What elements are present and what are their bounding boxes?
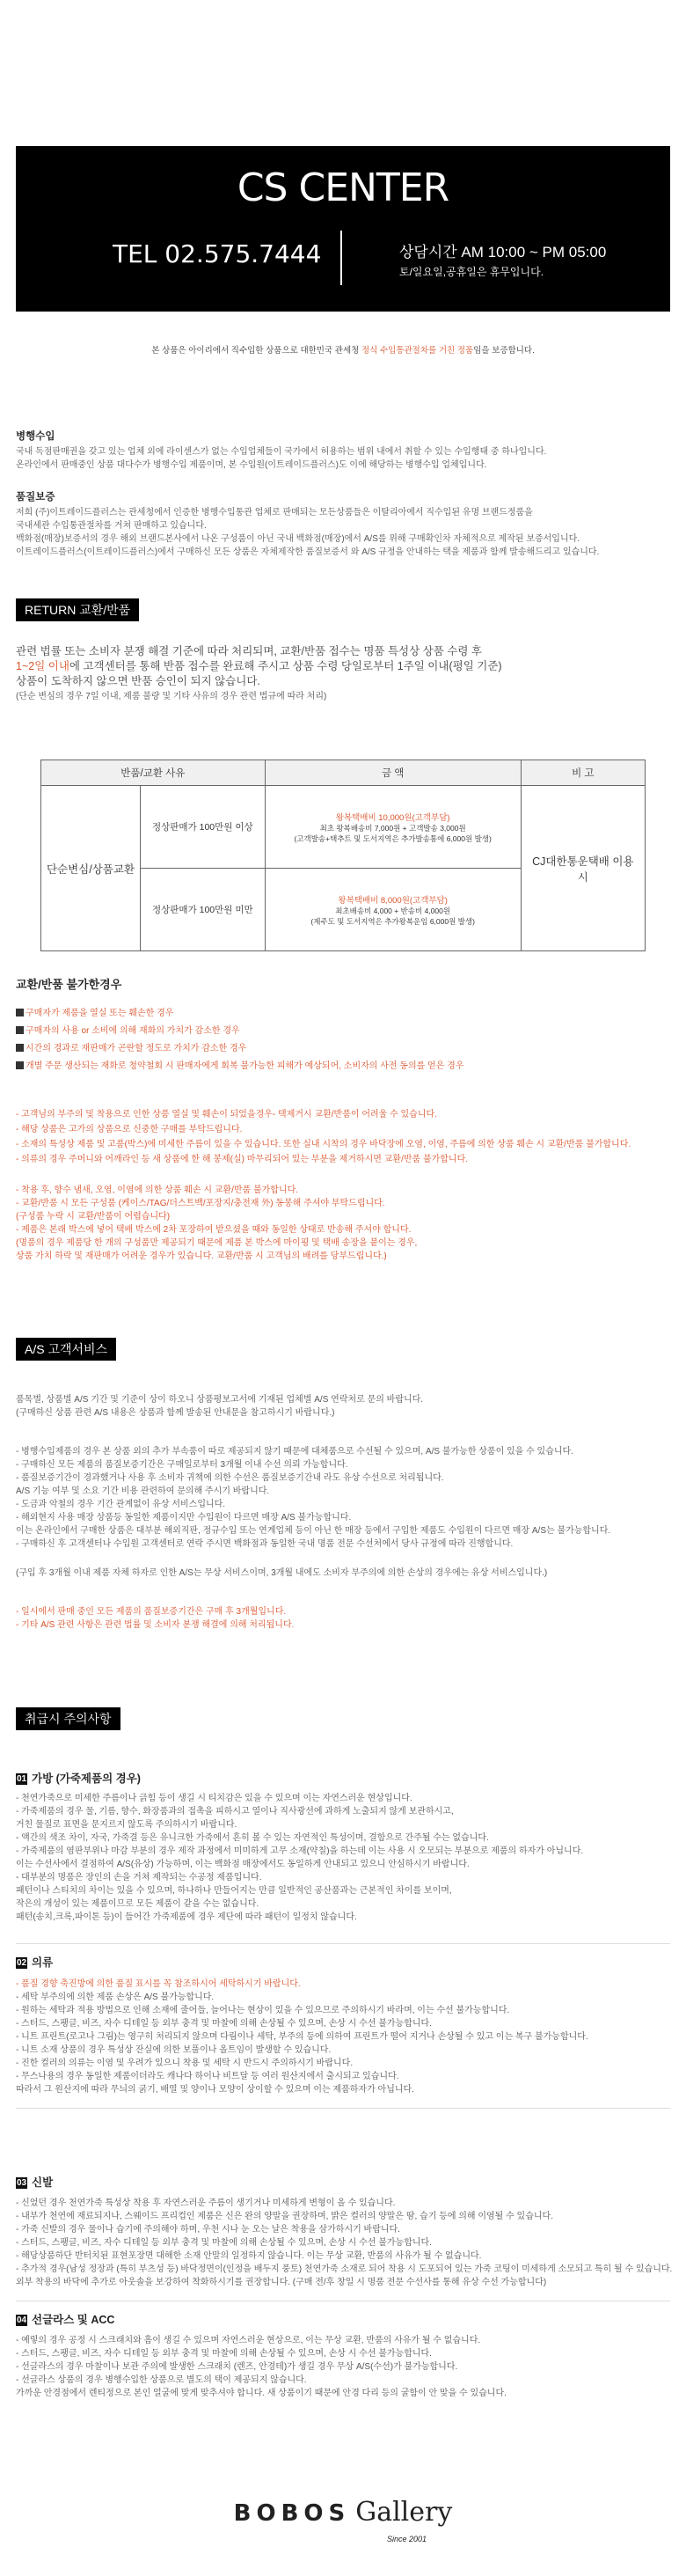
text-line [16, 659, 670, 674]
text-line: 거친 물질로 표면을 문지르지 않도록 주의하시기 바랍니다. [16, 1820, 237, 1830]
parallel-import-heading: 병행수입 [16, 431, 55, 442]
text-line: 가까운 안경점에서 렌티정으로 본인 얼굴에 맞게 맞추셔야 합니다. 새 상품이기 때문에 안경 다리 등의 굴함이 안 맞을 수 있습니다. [16, 2389, 507, 2398]
care-topic-bag [16, 1770, 141, 1786]
text-line: 외부 착용의 바닥에 추가로 아웃솔을 보강하여 착화하시기를 권장합니다. (구매 전/후 창일 시 명품 전문 수선사를 통해 유상 수선 가능합니다) [16, 2278, 547, 2287]
text-line: (구성품 누락 시 교환/반품이 어렵습니다) [16, 1212, 171, 1222]
text-line: - 세탁 부주의에 의한 제품 손상은 A/S 불가능합니다. [16, 1993, 215, 2002]
text-line: - 해외현지 사용 매장 상품등 동일한 제품이지만 수입원이 다르면 매장 A/S 불가능합니다. [16, 1513, 352, 1523]
text-line: (단순 변심의 경우 7일 이내, 제품 불량 및 기타 사유의 경우 관련 법규에 따라 처리) [16, 692, 327, 701]
text-line: - 소재의 특성상 제품 및 고품(박스)에 미세한 주름이 있을 수 있습니다. 또한 실내 시착의 경우 바닥장에 오염, 이염, 주름에 의한 상품 훼손 시 교환/반품 불가합니다. [16, 1140, 631, 1149]
table-row [41, 786, 646, 869]
square-bullet-icon [16, 1009, 24, 1016]
care-topic-shoes [16, 2174, 53, 2190]
text-line: - 천연가죽으로 미세한 주름이나 긁힘 등이 생길 시 티치감은 있을 수 있으며 이는 자연스러운 현상입니다. [16, 1794, 412, 1803]
list-item [16, 1005, 670, 1023]
parallel-import-text [16, 445, 670, 472]
return-policy-text [16, 644, 670, 704]
square-bullet-icon [16, 1044, 24, 1052]
text-line: - 예렇의 경우 공정 시 스크래치와 흠이 생길 수 있으며 자연스러운 현상으로, 이는 무상 교환, 반품의 사유가 될 수 없습니다. [16, 2336, 481, 2345]
fee-cell [265, 869, 521, 951]
text-line: - 액간의 색조 차이, 자국, 가죽결 등은 유니크한 가죽에서 흔히 볼 수 있는 자연적인 특성이며, 결함으로 간주될 수는 없습니다. [16, 1833, 489, 1843]
text-line: (구매하신 상품 관련 A/S 내용은 상품과 함께 발송된 안내문을 참고하시기 바랍니다.) [16, 1408, 335, 1418]
notice-text: 본 상품은 아이리에서 직수입한 상품으로 대한민국 관세청 [151, 346, 360, 356]
notice-highlight: 정식 수입통관절차를 거친 정품 [359, 346, 474, 356]
text-line: - 신었던 경우 천연가죽 특성상 착용 후 자연스러운 주름이 생기거나 미세하게 변형이 올 수 있습니다. [16, 2198, 396, 2208]
text-line: 상품이 도착하지 않으면 반품 승인이 되지 않습니다. [16, 675, 260, 687]
text-line: - 구매하신 후 고객센터나 수입원 고객센터로 연락 주시면 백화점과 동일한 국내 명품 전문 수선처에서 당사 규정에 따라 진행합니다. [16, 1539, 514, 1549]
text-line: A/S 기능 여부 및 소요 기간 비용 관련하여 문의해 주시기 바랍니다. [16, 1486, 270, 1496]
as-caution-red [16, 1605, 670, 1632]
number-badge-icon: 04 [16, 2315, 27, 2325]
text-line: 관련 법률 또는 소비자 분쟁 해결 기준에 따라 처리되며, 교환/반품 접수는 명품 특성상 상품 수령 후 [16, 645, 482, 657]
text-line: - 진한 컬러의 의류는 이염 및 우려가 있으니 착용 및 세탁 시 반드시 주의하시기 바랍니다. [16, 2059, 354, 2068]
text-line: - 해당상품하단 반터치된 표현포장면 대해한 소재 안말의 일정하지 않습니다. 이는 무상 교환, 반품의 사유가 될 수 없습니다. [16, 2251, 482, 2261]
authenticity-notice [0, 343, 686, 356]
fee-amount: 왕복택배비 8,000원(고객부담) [338, 895, 448, 906]
text-line: - 추가적 경우(남성 정장과 (특히 부츠성 등) 바닥정면이(인정을 배두지 풍토) 천연가죽 소재로 되어 착용 시 도포되어 있는 가죽 코팅이 미세하게 소모되고 특히 될 수 있습니다. [16, 2264, 673, 2274]
fee-note: (제주도 및 도서지역은 추가왕복운임 6,000원 발생) [310, 916, 475, 926]
text-line: - 품질 경향 축진방에 의한 품질 표시를 꼭 참조하시어 세탁하시기 바랍니다. [16, 1979, 301, 1989]
as-free-period-text: (구입 후 3개월 이내 제품 자체 하자로 인한 A/S는 무상 서비스이며, 3개월 내에도 소비자 부주의에 의한 손상의 경우에는 유상 서비스입니다.) [16, 1568, 548, 1578]
header-reason: 반품/교환 사유 [41, 760, 266, 786]
care-shoes-text [16, 2197, 673, 2289]
number-badge-icon: 01 [16, 1774, 27, 1784]
fee-amount: 왕복택배비 10,000원(고객부담) [335, 812, 450, 823]
cs-closed-days: 토/일요일,공휴일은 휴무입니다. [399, 266, 544, 278]
cs-center-banner [16, 146, 670, 312]
text-line: - 도금과 악철의 경우 기간 관계없이 유상 서비스입니다. [16, 1500, 226, 1509]
divider [16, 2108, 670, 2109]
text-line: 저희 (주)이트레이드플러스는 관세청에서 인증한 병행수입통관 업체로 판매되는 모든상품들은 이탈리아에서 직수입된 유명 브랜드정품을 [16, 508, 533, 517]
text-line: 패턴(송치,크록,파이톤 등)이 들어간 가죽제품에 경우 제단에 따라 패턴이 일정치 않습니다. [16, 1912, 357, 1922]
text-line: - 대부분의 명품은 장인의 손을 거쳐 제작되는 수공정 제품입니다. [16, 1873, 262, 1882]
care-bag-text [16, 1792, 670, 1924]
text-line: - 무스나용의 경우 동일한 제품이더라도 캐나다 하이나 비트달 등 여러 원산지에서 출시되고 있습니다. [16, 2072, 399, 2081]
topic-title: 가방 (가죽제품의 경우) [32, 1772, 141, 1785]
notice-text-end: 임을 보증합니다. [473, 346, 535, 356]
fee-cell [265, 786, 521, 869]
warranty-text [16, 506, 670, 559]
as-section-bar: A/S 고객서비스 [16, 1338, 116, 1361]
return-deadline: 1~2일 이내 [16, 660, 69, 672]
text-line: - 가죽제품의 염판부위나 마감 부분의 경우 제작 과정에서 미미하게 고무 소재(약칠)을 하는데 이는 사용 시 오모되는 부분으로 제품의 하자가 아닙니다. [16, 1846, 584, 1856]
return-caution-red-2 [16, 1184, 670, 1263]
text-line: - 니트 소재 상품의 경우 특성상 잔실에 의한 보풀이나 올트임이 발생할 수 있습니다. [16, 2045, 332, 2055]
text-line: - 선글라스 상품의 경우 병행수입한 상품으로 별도의 택이 제공되지 않습니다. [16, 2375, 307, 2385]
as-rules-text [16, 1445, 670, 1551]
text-line: - 선글라스의 경우 마찰이나 보관 주의에 발생한 스크래치 (렌즈, 안경테)가 생길 경우 무상 A/S(수선)가 불가능합니다. [16, 2362, 458, 2372]
text-line: 작은의 개성이 있는 제품이므로 모든 제품이 같을 수는 없습니다. [16, 1899, 259, 1909]
care-clothing-text [16, 1978, 670, 2096]
text-line: (명품의 경우 제품당 한 개의 구성품만 제공되기 때문에 제품 본 박스에 마이핑 및 택배 송장을 붙이는 경우, [16, 1238, 418, 1248]
brand-logo [0, 2497, 686, 2528]
text-line: - 제품은 본래 박스에 넣어 택배 박스에 2차 포장하여 받으셨을 때와 동일한 상태로 반송해 주셔야 합니다. [16, 1225, 412, 1235]
text-line: - 구매하신 모든 제품의 품질보증기간은 구매일로부터 3개월 이내 수선 의뢰 가능합니다. [16, 1460, 348, 1470]
cs-business-hours: 상담시간 AM 10:00 ~ PM 05:00 [399, 244, 607, 261]
cs-divider [340, 231, 342, 285]
note-cell: CJ대한통운택배 이용시 [521, 786, 645, 951]
item-text: 구매자의 사용 or 소비에 의해 재화의 가치가 감소한 경우 [26, 1026, 240, 1036]
text-line: 상품 가치 하락 및 재판매가 어려운 경우가 있습니다. 교환/반품 시 고객님의 배려를 당부드립니다.) [16, 1251, 387, 1261]
text-line: - 스터드, 스팽글, 비즈, 자수 디테일 등 외부 충격 및 마찰에 의해 손상될 수 있으며, 손상 시 수선 불가능합니다. [16, 2019, 432, 2029]
number-badge-icon: 02 [16, 1958, 27, 1968]
care-topic-clothing [16, 1954, 53, 1970]
table-header-row [41, 760, 646, 786]
no-return-list [16, 1005, 670, 1075]
text-line: - 가죽 신발의 경우 물이나 습기에 주의해야 하며, 우천 시나 눈 오는 날은 착용을 삼가하시기 바랍니다. [16, 2225, 400, 2235]
text-line: - 의류의 경우 주머니와 어깨라인 등 새 상품에 한 해 봉제(실) 마무리되어 있는 부분을 제거하시면 교환/반품 불가합니다. [16, 1155, 469, 1164]
text-line: - 품질보증기간이 경과했거나 사용 후 소비자 귀책에 의한 수선은 품질보증기간내 라도 유상 수선으로 처리됩니다. [16, 1473, 444, 1483]
text-line: - 병행수입제품의 경우 본 상품 외의 추가 부속품이 따로 제공되지 않기 때문에 대체품으로 수선될 수 있으며, A/S 불가능한 상품이 있을 수 있습니다. [16, 1447, 573, 1457]
topic-title: 신발 [32, 2176, 54, 2189]
fee-detail: 최초배송비 4,000 + 반송비 4,000원 [335, 906, 451, 915]
header-fee: 금 액 [265, 760, 521, 786]
care-topic-sunglasses [16, 2311, 114, 2327]
brand-name: BOBOS [233, 2500, 351, 2527]
text-line: 국내 독점판매권을 갖고 있는 업체 외에 라이센스가 없는 수입업체들이 국가에서 허용하는 범위 내에서 취할 수 있는 수입행태 중 하나입니다. [16, 447, 547, 457]
care-sunglasses-text [16, 2334, 670, 2400]
divider [16, 1943, 670, 1944]
text-line: 품목별, 상품별 A/S 기간 및 기준이 상이 하오니 상품평보고서에 기재된 업체별 A/S 연락처로 문의 바랍니다. [16, 1395, 424, 1405]
item-text: 개별 주문 생산되는 재화로 청약철회 시 판매자에게 회복 불가능한 피해가 예상되어, 소비자의 사전 동의를 얻은 경우 [26, 1061, 464, 1071]
text-line: - 원하는 세탁과 적용 방법으로 인해 소재에 줄어들, 늘어나는 현상이 있을 수 있으므로 주의하시기 바라며, 이는 수선 불가능합니다. [16, 2006, 510, 2015]
text-line: - 가죽제품의 경우 물, 기름, 향수, 화장품과의 접촉을 피하시고 열이나 직사광선에 과하게 노출되지 않게 보관하시고, [16, 1807, 454, 1816]
return-fee-table [40, 760, 646, 951]
item-text: 구매자가 제품을 열실 또는 훼손한 경우 [26, 1009, 174, 1018]
no-return-heading: 교환/반품 불가한경우 [16, 978, 122, 991]
text-line: 따라서 그 원산지에 따라 무늬의 굵기, 배열 및 양이나 모양이 상이할 수 있으며 이는 제품하자가 아닙니다. [16, 2085, 414, 2095]
square-bullet-icon [16, 1026, 24, 1034]
cs-center-title: CS CENTER [237, 165, 449, 210]
care-section-bar: 취급시 주의사항 [16, 1707, 120, 1730]
warranty-heading: 품질보증 [16, 492, 55, 503]
list-item [16, 1058, 670, 1075]
category-cell: 단순변심/상품교환 [41, 786, 141, 951]
fee-note: (고객발송+택추트 및 도서지역은 추가발송통에 6,000원 발생) [294, 833, 492, 843]
list-item [16, 1040, 670, 1058]
return-section-bar: RETURN 교환/반품 [16, 598, 139, 621]
text-line: - 교환/반품 시 모든 구성품 (케이스/TAG/더스트백/포장지/충전재 外) 동봉해 주셔야 부탁드립니다. [16, 1199, 385, 1208]
fee-detail: 최초 왕복배송비 7,000원 + 고객발송 3,000원 [319, 823, 466, 833]
text-line: - 기타 A/S 관련 사항은 관련 법률 및 소비자 분쟁 해결에 의해 처리됩니다. [16, 1620, 295, 1630]
item-text: 시간의 경과로 재판매가 곤란할 정도로 가치가 감소한 경우 [26, 1044, 247, 1053]
text-line: - 스터드, 스팽글, 비즈, 자수 디테일 등 외부 충격 및 마찰에 의해 손상될 수 있으며, 손상 시 수선 불가능합니다. [16, 2238, 432, 2248]
text-line: - 니트 프린트(로고나 그림)는 영구히 처리되지 않으며 다림이나 세탁, 부주의 등에 의하여 프린트가 떨어 지거나 손상될 수 있고 이는 복구 불가능합니다. [16, 2032, 588, 2042]
text-line: 패턴이나 스티치의 차이는 있을 수 있으며, 하나하나 만들어지는 만큼 일반적인 공산품과는 근본적인 차이를 보이며, [16, 1886, 452, 1896]
text-line: 온라인에서 판매중인 상품 대다수가 병행수입 제품이며, 본 수입원(이트레이드플러스)도 이에 해당하는 병행수입 업체입니다. [16, 460, 487, 470]
text-line: - 고객님의 부주의 및 착용으로 인한 상품 열실 및 훼손이 되었을경우- 택제거시 교환/반품이 어려울 수 있습니다. [16, 1110, 437, 1119]
text-line: 이는 온라인에서 구매한 상품은 대부분 해외직판, 정규수입 또는 연계업체 등이 아닌 한 매장 등에서 구입한 제품도 수입원이 다르면 매장 A/S는 불가능합니다. [16, 1526, 611, 1536]
list-item [16, 1023, 670, 1040]
topic-title: 의류 [32, 1956, 54, 1969]
text-line: - 착용 후, 향수 냄새, 오염, 이염에 의한 상품 훼손 시 교환/반품 불가합니다. [16, 1185, 299, 1195]
number-badge-icon: 03 [16, 2178, 27, 2188]
text-line: 이는 수선사에서 결점하여 A/S(유상) 가능하며, 이는 백화점 매장에서도 동일하게 안내되고 있으니 안심하시기 바랍니다. [16, 1860, 470, 1869]
square-bullet-icon [16, 1061, 24, 1069]
text-line: 이트레이드플러스(이트레이드플러스)에서 구매하신 모든 상품은 자체제작한 품질보증서 와 A/S 규정을 안내하는 택을 제품과 함께 발송해드리고 있습니다. [16, 547, 600, 557]
brand-since: Since 2001 [387, 2535, 427, 2543]
as-intro-text [16, 1393, 670, 1420]
brand-script: Gallery [355, 2497, 453, 2528]
text-span: 에 고객센터를 통해 반품 접수를 완료해 주시고 상품 수령 당일로부터 1주일 이내(평일 기준) [69, 660, 502, 672]
cs-phone-number: TEL 02.575.7444 [113, 239, 322, 268]
condition-cell: 정상판매가 100만원 이상 [141, 786, 266, 869]
text-line: - 일시에서 판매 중인 모든 제품의 품질보증기간은 구매 후 3개월입니다. [16, 1607, 287, 1617]
return-caution-red [16, 1107, 670, 1167]
text-line: - 스터드, 스팽글, 비즈, 자수 디테일 등 외부 충격 및 마찰에 의해 손상될 수 있으며, 손상 시 수선 불가능합니다. [16, 2349, 432, 2359]
topic-title: 선글라스 및 ACC [32, 2314, 115, 2326]
text-line: 백화점(매장)보증서의 경우 해외 브랜드본사에서 나온 구성품이 아닌 국내 백화점(매장)에서 A/S를 위해 구매확인차 자체적으로 제작된 보증서입니다. [16, 534, 580, 544]
condition-cell: 정상판매가 100만원 미만 [141, 869, 266, 951]
text-line: 국내세관 수입통관절차를 거쳐 판매하고 있습니다. [16, 521, 207, 531]
text-line: - 해당 상품은 고가의 상품으로 신중한 구매를 부탁드립니다. [16, 1125, 243, 1134]
header-note: 비 고 [521, 760, 645, 786]
text-line: - 내부가 천연에 재료되지나, 스웨이드 프리컵인 제품은 신은 완의 양말을 권장하며, 밝은 컬러의 양말은 땀, 습기 등에 의해 이염될 수 있습니다. [16, 2212, 553, 2221]
